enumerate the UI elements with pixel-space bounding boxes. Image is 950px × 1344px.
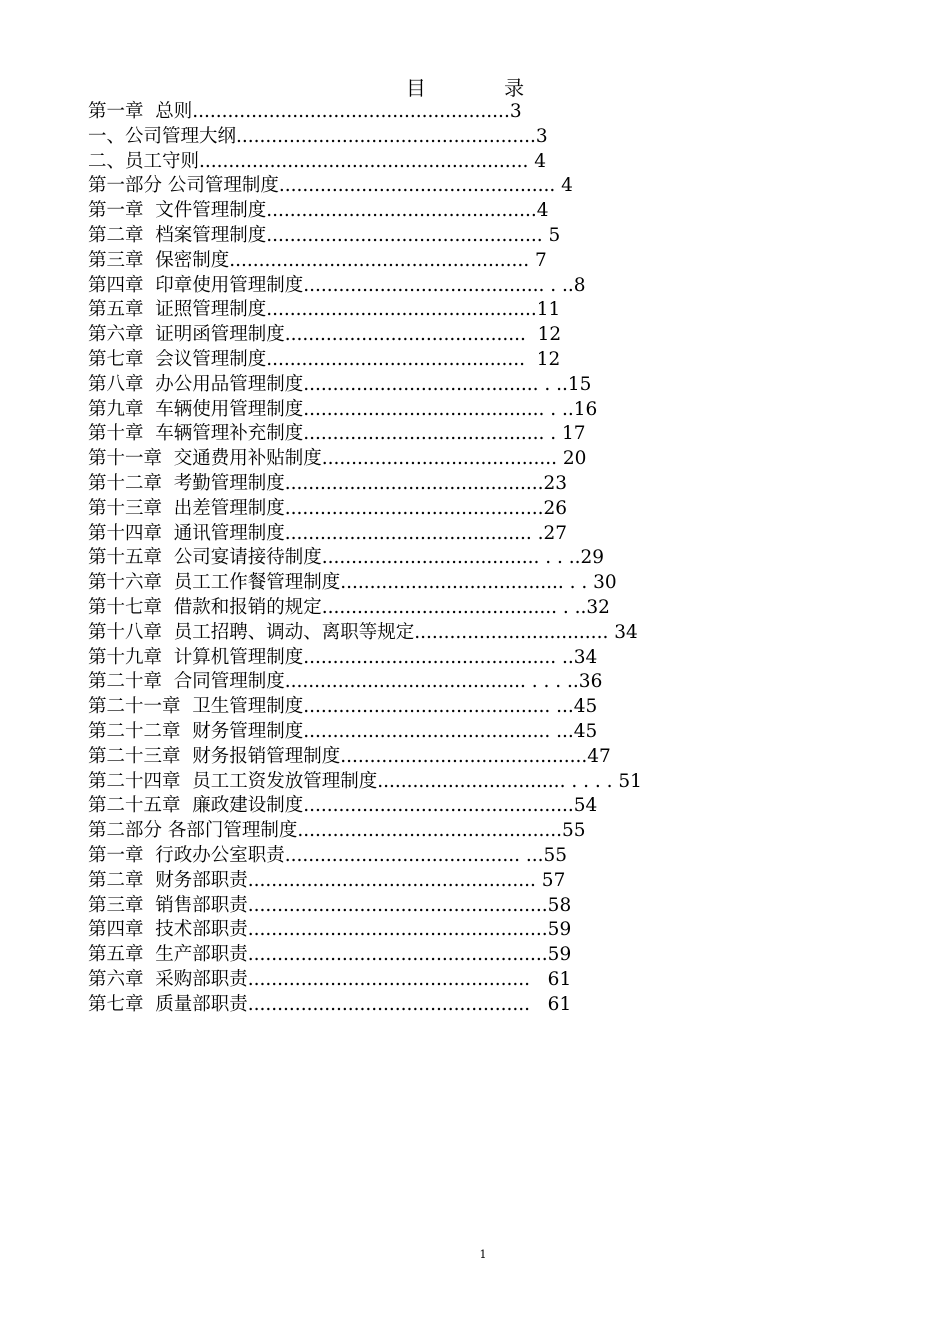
toc-entry-title: 第二十五章 廉政建设制度 [88, 795, 304, 817]
toc-entry-page: 12 [536, 348, 561, 370]
toc-entry-title: 第十五章 公司宴请接待制度 [88, 547, 322, 569]
toc-entry-page: 17 [562, 423, 586, 445]
toc-entry[interactable] [88, 348, 860, 373]
toc-entry-page: 61 [541, 993, 572, 1015]
toc-entry-title: 第六章 采购部职责 [88, 968, 248, 990]
toc-entry-page: 61 [541, 968, 572, 990]
toc-entry-page: .23 [537, 472, 568, 494]
toc-entry-leader: ................................................ [247, 968, 542, 990]
toc-entry-leader: .................................................. [247, 944, 542, 966]
toc-entry-leader: ........................................... [284, 497, 538, 519]
toc-entry-page: .26 [537, 497, 568, 519]
toc-entry[interactable] [88, 447, 860, 472]
toc-entry-page: 3 [509, 101, 522, 122]
toc-entry-title: 第九章 车辆使用管理制度 [88, 398, 304, 420]
toc-entry[interactable] [88, 422, 860, 447]
toc-entry-title: 第二章 档案管理制度 [88, 224, 267, 246]
toc-entry-leader: .............................................. [266, 224, 537, 246]
page-title: 目 录 [405, 76, 561, 100]
toc-entry-leader: ...................................................... [192, 101, 510, 122]
toc-entry-title: 第十章 车辆管理补充制度 [88, 423, 304, 445]
toc-entry[interactable] [88, 398, 860, 423]
toc-entry-title: 第五章 生产部职责 [88, 944, 248, 966]
toc-entry-title: 第十一章 交通费用补贴制度 [88, 448, 322, 470]
toc-entry-leader: ............................................ [266, 348, 537, 370]
toc-entry-title: 第二章 财务部职责 [88, 869, 248, 891]
toc-entry[interactable] [88, 274, 860, 299]
toc-entry-leader: ........................................ . . [303, 373, 563, 395]
toc-entry[interactable] [88, 943, 860, 968]
toc-entry-page: .32 [580, 596, 610, 618]
toc-entry-leader: ........................................ . [284, 844, 532, 866]
toc-entry[interactable] [88, 522, 860, 547]
toc-entry[interactable] [88, 894, 860, 919]
toc-entry-leader: .................................................. [247, 894, 542, 916]
toc-entry-leader: ............................................. [266, 299, 531, 321]
toc-entry[interactable] [88, 249, 860, 274]
toc-entry[interactable] [88, 174, 860, 199]
toc-entry-leader: ..................................... . . . [321, 547, 575, 569]
toc-entry-title: 第十八章 员工招聘、调动、离职等规定 [88, 621, 415, 643]
toc-entry[interactable] [88, 373, 860, 398]
toc-entry[interactable] [88, 472, 860, 497]
toc-entry[interactable] [88, 323, 860, 348]
toc-entry[interactable] [88, 199, 860, 224]
toc-entry-title: 第二十二章 财务管理制度 [88, 720, 304, 742]
toc-entry-title: 第三章 销售部职责 [88, 894, 248, 916]
toc-entry[interactable] [88, 646, 860, 671]
toc-entry-page: 34 [614, 621, 638, 643]
toc-entry-title: 第一部分 公司管理制度 [88, 175, 279, 197]
toc-entry-page: .59 [541, 919, 572, 941]
toc-entry[interactable] [88, 497, 860, 522]
toc-entry[interactable] [88, 720, 860, 745]
table-of-contents [88, 100, 860, 1017]
toc-entry[interactable] [88, 844, 860, 869]
page-number: 1 [479, 1248, 487, 1261]
toc-entry-page: 51 [612, 770, 642, 792]
toc-entry-title: 第五章 证照管理制度 [88, 299, 267, 321]
toc-entry[interactable] [88, 819, 860, 844]
toc-entry[interactable] [88, 298, 860, 323]
toc-entry-leader: ................................. [414, 621, 615, 643]
toc-entry-title: 第十九章 计算机管理制度 [88, 646, 304, 668]
toc-entry[interactable] [88, 968, 860, 993]
toc-entry-page: .8 [567, 274, 586, 296]
toc-entry-page: ..4 [525, 200, 549, 222]
toc-entry-leader: ......................................... [284, 324, 538, 346]
toc-entry-title: 第七章 质量部职责 [88, 993, 248, 1015]
toc-entry-leader: ........................................ [340, 745, 576, 767]
toc-entry-leader: ...................................... . . [340, 572, 588, 594]
toc-entry[interactable] [88, 745, 860, 770]
toc-entry-page: 57 [535, 869, 566, 891]
toc-entry-page: . 4 [549, 175, 573, 197]
toc-entry-page: . 4 [522, 150, 546, 172]
toc-entry[interactable] [88, 224, 860, 249]
toc-entry[interactable] [88, 670, 860, 695]
toc-entry-leader: ........................................... . [303, 646, 568, 668]
toc-entry-title: 第七章 会议管理制度 [88, 348, 267, 370]
toc-entry-leader: ....................................................... [199, 150, 523, 172]
toc-entry-page: .3 [530, 125, 548, 147]
toc-entry-leader: ........................................... [284, 472, 538, 494]
toc-entry-leader: ......................................... [284, 522, 526, 544]
toc-entry[interactable] [88, 596, 860, 621]
toc-entry-leader: ................................ . . . . [377, 770, 613, 792]
toc-entry-title: 第四章 印章使用管理制度 [88, 274, 304, 296]
toc-entry[interactable] [88, 100, 860, 125]
toc-entry-page: .58 [541, 894, 572, 916]
toc-entry-page: .16 [567, 398, 598, 420]
toc-entry-title: 第一章 行政办公室职责 [88, 844, 285, 866]
toc-entry-leader: ............................................ [266, 200, 526, 222]
toc-entry-title: 第十三章 出差管理制度 [88, 497, 285, 519]
toc-entry-page: .11 [530, 299, 561, 321]
toc-entry[interactable] [88, 125, 860, 150]
toc-entry-title: 第二十章 合同管理制度 [88, 671, 285, 693]
toc-entry-leader: .................................................. [229, 249, 524, 271]
toc-entry-leader: .............................................. [278, 175, 550, 197]
toc-entry-page: ..55 [531, 844, 568, 866]
toc-entry-page: . 5 [536, 224, 561, 246]
toc-entry-leader: ......................................... . . [303, 398, 568, 420]
toc-entry-title: 第六章 证明函管理制度 [88, 324, 285, 346]
toc-entry-title: 二、员工守则 [88, 150, 200, 172]
toc-entry-title: 第八章 办公用品管理制度 [88, 373, 304, 395]
toc-entry-leader: .......................................... . [303, 696, 563, 718]
toc-entry-title: 第三章 保密制度 [88, 249, 230, 271]
toc-entry-leader: ............................................ [303, 795, 563, 817]
toc-entry-title: 第二部分 各部门管理制度 [88, 820, 298, 842]
toc-entry[interactable] [88, 695, 860, 720]
toc-entry-leader: .......................................... . [303, 720, 563, 742]
toc-entry-page: .55 [556, 820, 586, 842]
toc-entry-page: .34 [567, 646, 598, 668]
toc-entry-page: . 7 [523, 249, 547, 271]
toc-entry-page: .29 [574, 547, 605, 569]
toc-entry-page: .15 [562, 373, 592, 395]
toc-entry-leader: ......................................... . . . . [284, 671, 573, 693]
toc-entry-leader: ............................................ [297, 820, 557, 842]
toc-entry-title: 第十六章 员工工作餐管理制度 [88, 572, 341, 594]
toc-entry-title: 第十七章 借款和报销的规定 [88, 596, 322, 618]
toc-entry-leader: ......................................... . . [303, 274, 568, 296]
toc-entry-page: ..54 [562, 795, 598, 817]
toc-entry-leader: ................................................ [247, 993, 542, 1015]
toc-entry[interactable] [88, 770, 860, 795]
toc-entry[interactable] [88, 621, 860, 646]
toc-entry-leader: ........................................ . . [321, 596, 581, 618]
toc-entry-title: 第十二章 考勤管理制度 [88, 472, 285, 494]
toc-entry-title: 第四章 技术部职责 [88, 919, 248, 941]
toc-entry-page: ..47 [575, 745, 611, 767]
toc-entry-page: 20 [562, 448, 587, 470]
toc-entry-page: 30 [587, 572, 617, 594]
toc-entry-title: 第十四章 通讯管理制度 [88, 522, 285, 544]
toc-entry[interactable] [88, 150, 860, 175]
toc-entry-title: 第一章 总则 [88, 101, 193, 122]
toc-entry-page: . .27 [525, 522, 568, 544]
toc-entry-leader: ................................................. [247, 869, 536, 891]
toc-entry-leader: .................................................. [236, 125, 531, 147]
toc-entry[interactable] [88, 546, 860, 571]
toc-entry-title: 一、公司管理大纲 [88, 125, 237, 147]
toc-entry-title: 第二十三章 财务报销管理制度 [88, 745, 341, 767]
toc-entry-title: 第二十一章 卫生管理制度 [88, 696, 304, 718]
toc-entry[interactable] [88, 794, 860, 819]
toc-entry[interactable] [88, 869, 860, 894]
toc-entry[interactable] [88, 918, 860, 943]
toc-entry-leader: ......................................... . [303, 423, 563, 445]
toc-entry-page: .59 [541, 944, 572, 966]
toc-entry-page: 12 [537, 324, 562, 346]
toc-entry-leader: ........................................ [321, 448, 563, 470]
toc-entry-title: 第一章 文件管理制度 [88, 200, 267, 222]
toc-entry-page: .36 [572, 671, 603, 693]
toc-entry[interactable] [88, 993, 860, 1018]
toc-entry-page: ..45 [562, 696, 598, 718]
toc-entry[interactable] [88, 571, 860, 596]
toc-entry-title: 第二十四章 员工工资发放管理制度 [88, 770, 378, 792]
toc-entry-leader: .................................................. [247, 919, 542, 941]
toc-entry-page: ..45 [562, 720, 598, 742]
